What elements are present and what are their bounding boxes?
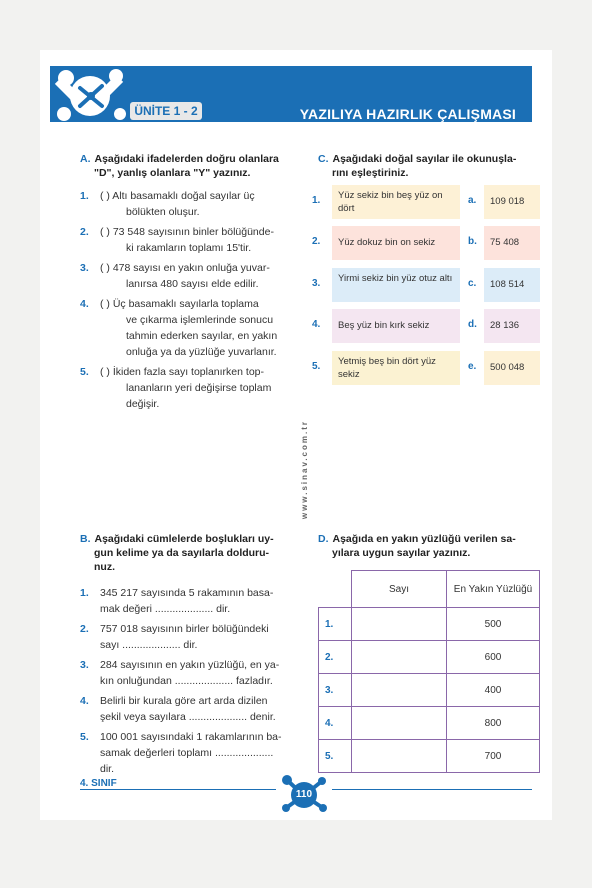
section-a-heading-line2: "D", yanlış olanlara "Y" yazınız.	[94, 167, 251, 179]
page-header	[50, 66, 532, 122]
row-number: 5.	[319, 740, 352, 773]
column-header-sayi: Sayı	[352, 571, 447, 608]
item-line: bölükten oluşur.	[126, 206, 200, 218]
row-number: 4.	[319, 707, 352, 740]
answer-cell[interactable]	[352, 608, 447, 641]
section-d-heading	[318, 532, 544, 560]
match-row-2	[312, 226, 542, 260]
section-d-letter: D.	[318, 533, 329, 545]
item-line: 345 217 sayısında 5 rakamının basa-	[100, 587, 274, 599]
answer-cell[interactable]	[352, 707, 447, 740]
row-number: 2.	[319, 641, 352, 674]
match-number: 4.	[312, 319, 321, 330]
match-text-box: Yetmiş beş bin dört yüz sekiz	[332, 351, 460, 385]
rounding-table	[318, 570, 540, 773]
section-b-heading-line: nuz.	[94, 561, 115, 573]
match-letter: a.	[468, 195, 477, 206]
section-b-heading-line: gun kelime ya da sayılarla dolduru-	[94, 547, 270, 559]
item-line: lananların yeri değişirse toplam	[126, 382, 272, 394]
match-value-box: 75 408	[484, 226, 540, 260]
item-line: dir.	[100, 763, 115, 775]
table-row	[319, 674, 540, 707]
table-row	[319, 641, 540, 674]
item-line: onluğa ya da yüzlüğe yuvarlanır.	[126, 346, 277, 358]
section-b-heading	[80, 532, 292, 574]
hundreds-value: 400	[447, 674, 540, 707]
item-line: ( ) İkiden fazla sayı toplanırken top-	[100, 366, 264, 378]
match-number: 2.	[312, 236, 321, 247]
item-line: mak değeri .................... dir.	[100, 603, 231, 615]
answer-cell[interactable]	[352, 674, 447, 707]
item-number: 2.	[80, 623, 89, 635]
page-title: YAZILIYA HAZIRLIK ÇALIŞMASI	[299, 106, 516, 122]
item-number: 3.	[80, 659, 89, 671]
item-number: 2.	[80, 226, 89, 238]
item-number: 3.	[80, 262, 89, 274]
match-row-5	[312, 351, 542, 385]
item-line: ki rakamların toplamı 15'tir.	[126, 242, 252, 254]
item-number: 4.	[80, 298, 89, 310]
section-d-heading-line2: yılara uygun sayılar yazınız.	[332, 547, 471, 559]
match-text-box: Yüz sekiz bin beş yüz on dört	[332, 185, 460, 219]
page-number: 110	[295, 789, 313, 800]
item-number: 4.	[80, 695, 89, 707]
match-row-4	[312, 309, 542, 343]
match-text-box: Yüz dokuz bin on sekiz	[332, 226, 460, 260]
item-line: sayı .................... dir.	[100, 639, 198, 651]
match-number: 5.	[312, 361, 321, 372]
match-value-box: 28 136	[484, 309, 540, 343]
answer-cell[interactable]	[352, 740, 447, 773]
section-d-heading-line1: Aşağıda en yakın yüzlüğü verilen sa-	[332, 533, 516, 545]
section-b-heading-line: Aşağıdaki cümlelerde boşlukları uy-	[94, 533, 274, 545]
match-row-3	[312, 268, 542, 302]
watermark: www.sinav.com.tr	[300, 420, 309, 520]
section-a-letter: A.	[80, 153, 91, 165]
item-number: 5.	[80, 731, 89, 743]
hundreds-value: 800	[447, 707, 540, 740]
item-line: şekil veya sayılara .................... denir.	[100, 711, 276, 723]
item-line: değişir.	[126, 398, 160, 410]
item-line: ( ) Üç basamaklı sayılarla toplama	[100, 298, 259, 310]
match-letter: d.	[468, 319, 477, 330]
match-text-box: Yirmi sekiz bin yüz otuz altı	[332, 268, 460, 302]
item-number: 1.	[80, 190, 89, 202]
item-line: 757 018 sayısının birler bölüğündeki	[100, 623, 269, 635]
item-line: 100 001 sayısındaki 1 rakamlarının ba-	[100, 731, 282, 743]
section-c-letter: C.	[318, 153, 329, 165]
section-a-heading-line1: Aşağıdaki ifadelerden doğru olanlara	[94, 153, 279, 165]
grade-label: 4. SINIF	[80, 778, 117, 789]
item-line: Belirli bir kurala göre art arda dizilen	[100, 695, 268, 707]
table-row	[319, 707, 540, 740]
match-letter: c.	[468, 278, 477, 289]
footer-divider-left	[80, 789, 276, 790]
unit-badge: ÜNİTE 1 - 2	[130, 102, 202, 120]
item-line: ( ) 73 548 sayısının binler bölüğünde-	[100, 226, 274, 238]
footer-divider-right	[332, 789, 532, 790]
item-line: ve çıkarma işlemlerinde sonucu	[126, 314, 274, 326]
match-text-box: Beş yüz bin kırk sekiz	[332, 309, 460, 343]
answer-cell[interactable]	[352, 641, 447, 674]
match-value-box: 109 018	[484, 185, 540, 219]
section-c-heading-line1: Aşağıdaki doğal sayılar ile okunuşla-	[332, 153, 517, 165]
item-line: kın onluğundan .................... fazladır.	[100, 675, 273, 687]
row-number: 1.	[319, 608, 352, 641]
item-number: 1.	[80, 587, 89, 599]
match-number: 3.	[312, 278, 321, 289]
match-value-box: 108 514	[484, 268, 540, 302]
item-line: ( ) Altı basamaklı doğal sayılar üç	[100, 190, 255, 202]
row-number: 3.	[319, 674, 352, 707]
match-letter: e.	[468, 361, 477, 372]
section-b-letter: B.	[80, 533, 91, 545]
hundreds-value: 500	[447, 608, 540, 641]
item-line: ( ) 478 sayısı en yakın onluğa yuvar-	[100, 262, 270, 274]
hundreds-value: 600	[447, 641, 540, 674]
item-line: lanırsa 480 sayısı elde edilir.	[126, 278, 259, 290]
table-row	[319, 608, 540, 641]
section-a-heading	[80, 152, 292, 180]
splash-logo-icon	[50, 66, 140, 122]
column-header-yuzluk: En Yakın Yüzlüğü	[447, 571, 540, 608]
item-line: tahmin ederken sayılar, en yakın	[126, 330, 278, 342]
section-c-heading-line2: rını eşleştiriniz.	[332, 167, 409, 179]
section-c-heading	[318, 152, 544, 180]
hundreds-value: 700	[447, 740, 540, 773]
match-number: 1.	[312, 195, 321, 206]
match-letter: b.	[468, 236, 477, 247]
item-line: 284 sayısının en yakın yüzlüğü, en ya-	[100, 659, 280, 671]
table-row	[319, 740, 540, 773]
item-line: samak değerleri toplamı ....................	[100, 747, 274, 759]
match-value-box: 500 048	[484, 351, 540, 385]
table-header-row	[319, 571, 540, 608]
table-corner	[319, 571, 352, 608]
item-number: 5.	[80, 366, 89, 378]
match-row-1	[312, 185, 542, 219]
